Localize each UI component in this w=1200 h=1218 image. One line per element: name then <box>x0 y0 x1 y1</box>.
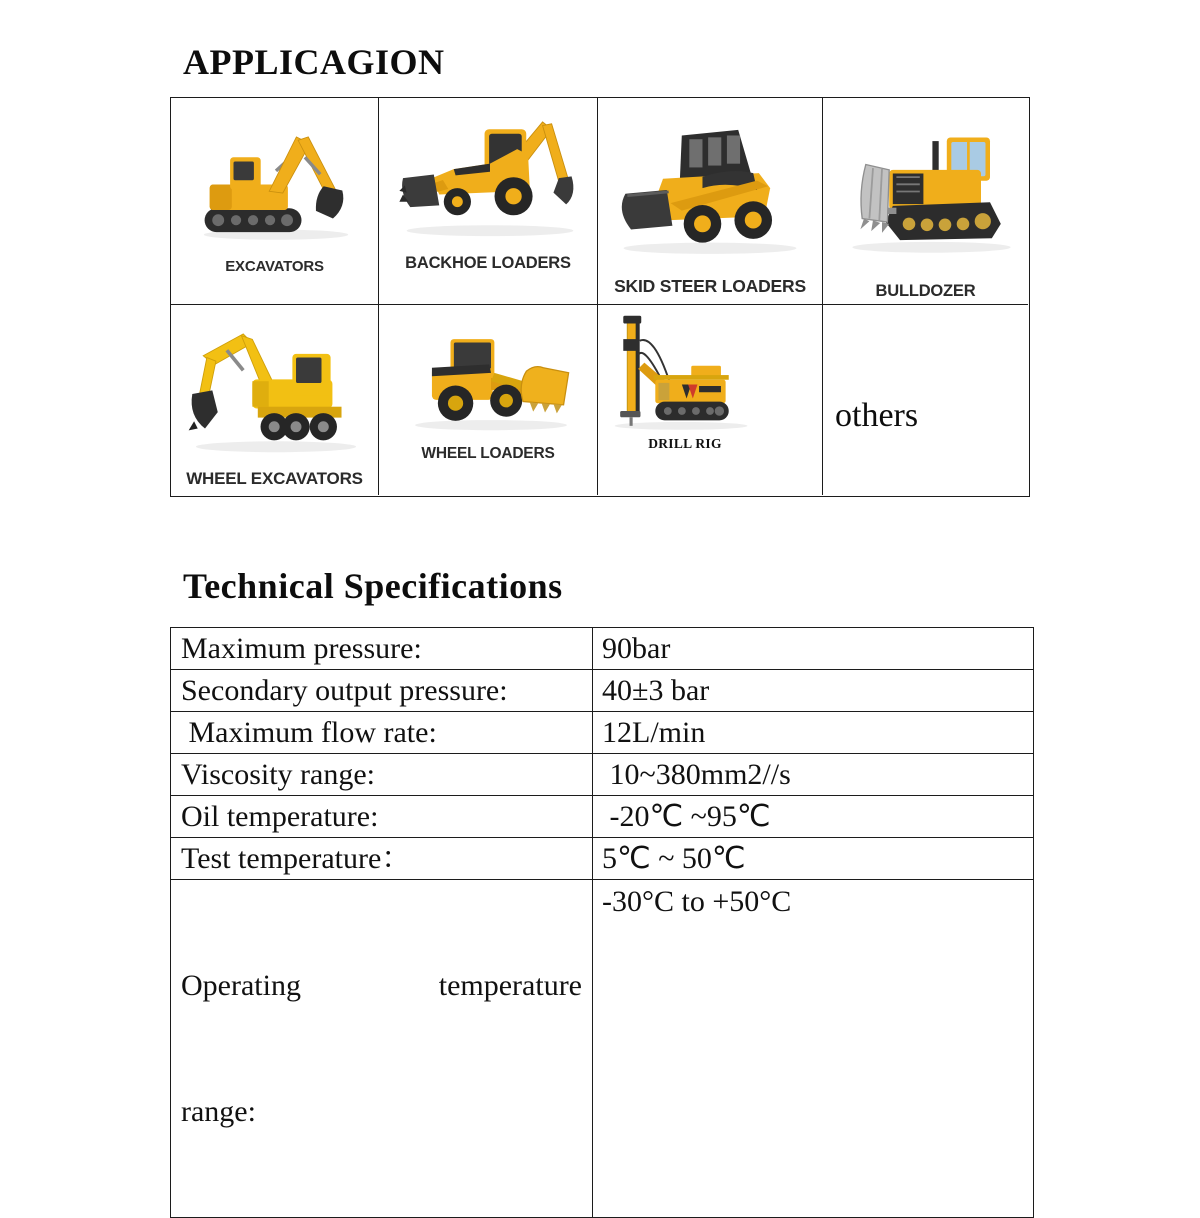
wheel-loader-image <box>401 307 581 442</box>
bulldozer-icon <box>837 104 1017 279</box>
wheel-excavator-icon <box>185 311 367 466</box>
cell-label-backhoe-loaders: BACKHOE LOADERS <box>405 254 571 272</box>
cell-label-others: others <box>835 397 919 434</box>
bulldozer-image <box>837 104 1017 279</box>
cell-label-wheel-excavators: WHEEL EXCAVATORS <box>186 469 363 488</box>
spec-label: Viscosity range: <box>171 754 593 796</box>
backhoe-loader-icon <box>395 102 585 247</box>
spec-label-line1: Operating temperature <box>181 969 582 1002</box>
drill-rig-image <box>606 311 764 436</box>
spec-label: Secondary output pressure: <box>171 670 593 712</box>
spec-value: 12L/min <box>593 712 1034 754</box>
spec-row-max-flow <box>171 712 1034 754</box>
cell-label-wheel-loaders: WHEEL LOADERS <box>421 445 555 462</box>
spec-label <box>171 880 593 1218</box>
excavator-icon <box>191 106 361 246</box>
spec-row-oil-temperature <box>171 796 1034 838</box>
cell-label-skid-steer-loaders: SKID STEER LOADERS <box>614 276 806 296</box>
cell-bulldozer <box>823 98 1028 305</box>
spec-row-max-pressure <box>171 628 1034 670</box>
cell-wheel-excavators <box>171 305 379 495</box>
spec-value: 40±3 bar <box>593 670 1034 712</box>
spec-value: 5℃ ~ 50℃ <box>593 838 1034 880</box>
spec-row-test-temperature <box>171 838 1034 880</box>
cell-skid-steer-loaders <box>598 98 823 305</box>
spec-row-secondary-pressure <box>171 670 1034 712</box>
spec-value: 10~380mm2//s <box>593 754 1034 796</box>
cell-backhoe-loaders <box>379 98 598 305</box>
spec-value: 90bar <box>593 628 1034 670</box>
cell-label-bulldozer: BULLDOZER <box>875 282 976 300</box>
spec-value: -30°C to +50°C <box>593 880 1034 1218</box>
spec-label: Oil temperature: <box>171 796 593 838</box>
application-title: APPLICAGION <box>183 42 445 82</box>
spec-row-operating-temperature <box>171 880 1034 1218</box>
application-table <box>170 97 1030 497</box>
excavator-image <box>191 106 361 246</box>
backhoe-loader-image <box>395 102 585 247</box>
cell-label-excavators: EXCAVATORS <box>225 258 324 275</box>
cell-drill-rig <box>598 305 823 495</box>
cell-wheel-loaders <box>379 305 598 495</box>
specs-title: Technical Specifications <box>183 566 563 606</box>
drill-rig-icon <box>606 311 764 436</box>
spec-label: Maximum flow rate: <box>171 712 593 754</box>
spec-row-viscosity <box>171 754 1034 796</box>
wheel-loader-icon <box>401 307 581 442</box>
spec-label: Test temperature： <box>171 838 593 880</box>
spec-table <box>170 627 1034 1218</box>
wheel-excavator-image <box>185 311 367 466</box>
skid-steer-loader-image <box>616 106 804 274</box>
skid-steer-loader-icon <box>616 106 804 274</box>
cell-label-drill-rig: DRILL RIG <box>648 436 722 451</box>
cell-excavators <box>171 98 379 305</box>
cell-others <box>823 305 1028 495</box>
spec-label: Maximum pressure: <box>171 628 593 670</box>
spec-label-line2: range: <box>181 1095 256 1128</box>
spec-value: -20℃ ~95℃ <box>593 796 1034 838</box>
